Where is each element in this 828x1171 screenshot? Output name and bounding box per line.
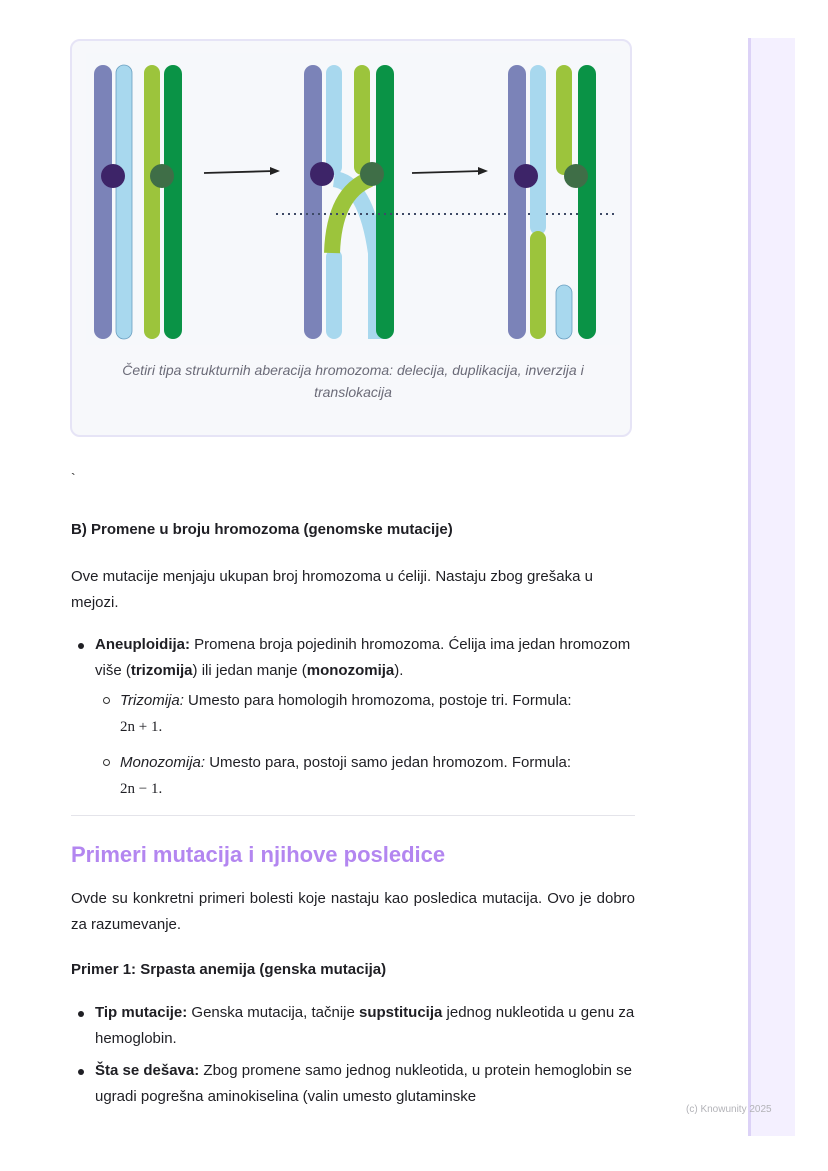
list-item-type bbox=[71, 1000, 635, 1052]
centromere-2 bbox=[150, 164, 174, 188]
formula-monosomy: 2n − 1. bbox=[120, 781, 163, 797]
text: Umesto para homologih hromozoma, postoje tri. Formula: bbox=[183, 692, 572, 709]
text: ). bbox=[394, 662, 404, 679]
section-b-intro: Ove mutacije menjaju ukupan broj hromozoma u ćeliji. Nastaju zbog grešaka u mejozi. bbox=[71, 568, 593, 611]
figure-caption: Četiri tipa strukturnih aberacija hromozoma: delecija, duplikacija, inverzija i translokacija bbox=[122, 362, 584, 400]
term-what: Šta se dešava: bbox=[95, 1062, 200, 1079]
term-trisomy-bold: trizomija bbox=[130, 662, 193, 679]
centromere-3 bbox=[310, 162, 334, 186]
sidebar-panel bbox=[748, 38, 795, 1136]
term-monosomy-bold: monozomija bbox=[306, 662, 395, 679]
section-heading-examples: Primeri mutacija i njihove posledice bbox=[71, 842, 446, 867]
centromere-5 bbox=[514, 164, 538, 188]
centromere-1 bbox=[101, 164, 125, 188]
list-item-what bbox=[71, 1058, 635, 1110]
text: Genska mutacija, tačnije bbox=[187, 1004, 359, 1021]
list-item-monosomy bbox=[71, 750, 635, 802]
formula-trisomy: 2n + 1. bbox=[120, 719, 163, 735]
centromere-6 bbox=[564, 164, 588, 188]
stray-mark: ` bbox=[71, 470, 76, 486]
example1-list bbox=[71, 1000, 635, 1110]
term-monosomy: Monozomija: bbox=[120, 754, 206, 771]
term-substitution: supstitucija bbox=[359, 1004, 443, 1021]
divider bbox=[71, 815, 635, 816]
term-trisomy: Trizomija: bbox=[120, 692, 184, 709]
list-item-trisomy bbox=[71, 688, 635, 740]
text: Umesto para, postoji samo jedan hromozom. Formula: bbox=[205, 754, 572, 771]
section-b-heading: B) Promene u broju hromozoma (genomske mutacije) bbox=[71, 521, 453, 538]
list-item-aneuploidy bbox=[71, 632, 635, 684]
text: Promena broja pojedinih hromozoma. Ćelija ima jedan hromozom više ( bbox=[95, 636, 631, 679]
term-aneuploidy: Aneuploidija: bbox=[95, 636, 190, 653]
aneuploidy-list bbox=[71, 632, 635, 802]
chromosome-diagram bbox=[86, 53, 620, 345]
centromere-4 bbox=[360, 162, 384, 186]
text: ) ili jedan manje ( bbox=[192, 662, 307, 679]
text: Zbog promene samo jednog nukleotida, u protein hemoglobin se ugradi pogrešna aminokiselina (valin umesto glutaminske bbox=[95, 1062, 633, 1105]
term-type: Tip mutacije: bbox=[95, 1004, 188, 1021]
example1-heading: Primer 1: Srpasta anemija (genska mutacija) bbox=[71, 961, 387, 978]
watermark: (c) Knowunity 2025 bbox=[686, 1104, 772, 1115]
text: jednog nukleotida u genu za hemoglobin. bbox=[95, 1004, 635, 1047]
examples-intro: Ovde su konkretni primeri bolesti koje nastaju kao posledica mutacija. Ovo je dobro za razumevanje. bbox=[71, 890, 635, 933]
chromosome-figure bbox=[70, 39, 632, 437]
